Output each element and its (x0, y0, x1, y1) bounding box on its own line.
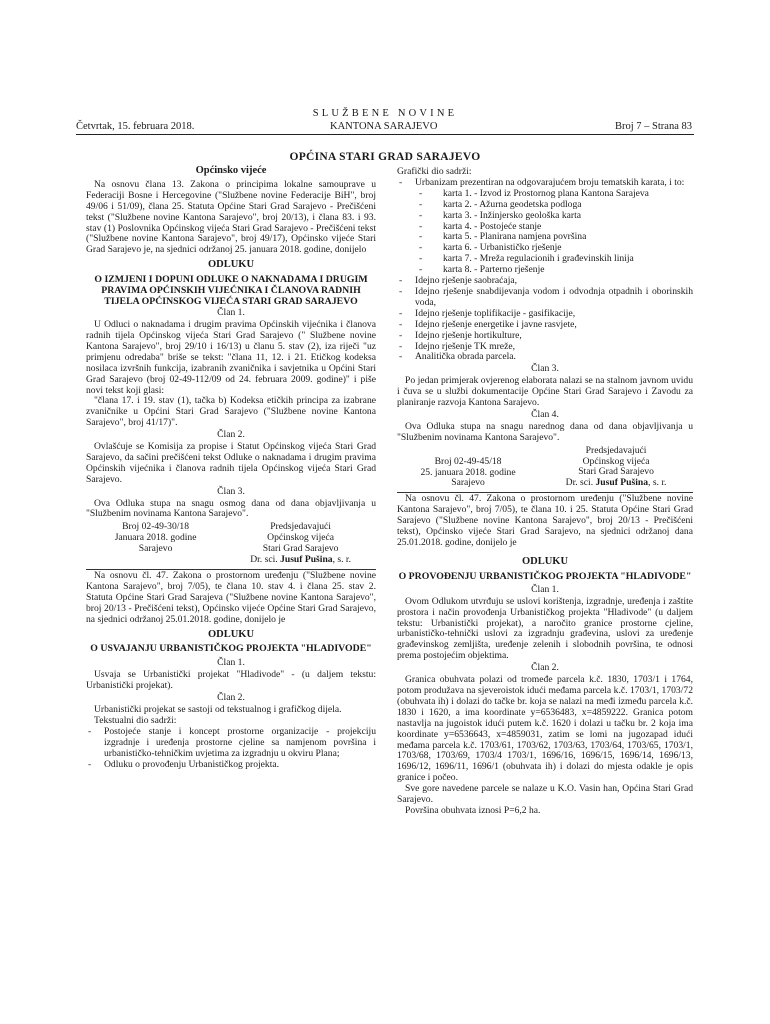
article-text: Ova Odluka stupa na snagu osmog dana od dana objavljivanja u "Službenim novinama Kantona Sarajevo". (86, 497, 376, 520)
header-date: Četvrtak, 15. februara 2018. (76, 121, 195, 132)
text-part-list (86, 727, 376, 771)
decision-title: O USVAJANJU URBANISTIČKOG PROJEKTA "HLADIVODE" (90, 643, 372, 655)
list-item: - Analitička obrada parcela. (397, 352, 693, 363)
article-heading: Član 1. (217, 657, 245, 669)
map-item: - karta 8. - Parterno rješenje (415, 265, 693, 276)
list-item-text: Urbanizam prezentiran na odgovarajućem broju tematskih karata, i to: (415, 176, 685, 188)
signature-reference (86, 522, 225, 566)
list-item: - Odluku o provođenju Urbanističkog projekta. (86, 760, 376, 771)
page-title: OPĆINA STARI GRAD SARAJEVO (289, 151, 481, 163)
article-heading: Član 2. (217, 692, 245, 704)
signatory-title: Dr. sci. (250, 554, 281, 566)
list-item: - Idejno rješenje snabdijevanja vodom i odvodnja otpadnih i oborinskih voda, (397, 287, 693, 309)
signature-signatory (225, 522, 376, 566)
signatory-name: Jusuf Pušina (280, 554, 333, 566)
reference-number: Broj 02-49-45/18 (434, 455, 502, 467)
map-item: - karta 5. - Planirana namjena površina (415, 232, 693, 243)
signatory-body: Općinskog vijeća (267, 532, 335, 544)
list-intro: Grafički dio sadrži: (397, 166, 472, 177)
article-heading: Član 2. (531, 662, 559, 674)
intro-paragraph: Na osnovu čl. 47. Zakona o prostornom uređenju ("Službene novine Kantona Sarajevo", broj 7/05), te člana 10. i 25. Statuta Općine Stari Grad Sarajevo ("Službene novine Kantona Sarajevo", broj 20/13 - Prečišćeni tekst), Općinsko vijeće Stari Grad Sarajevo, na sjednici održanoj dana 25.01.2018. godine, donijelo je (397, 493, 693, 548)
header-canton: KANTONA SARAJEVO (330, 121, 438, 132)
council-heading: Općinsko vijeće (195, 165, 267, 176)
article-quote: "člana 17. i 19. stav (1), tačka b) Kodeksa etičkih principa za izabrane zvaničnike u Općini Stari Grad Sarajevo ("Službene novine Kantona Sarajevo", broj 41/17)". (86, 395, 376, 429)
decision-title: O IZMJENI I DOPUNI ODLUKE O NAKNADAMA I DRUGIM PRAVIMA OPĆINSKIH VIJEĆNIKA I ČLANOVA RADNIH TIJELA OPĆINSKOG VIJEĆA STARI GRAD SARAJEVO (94, 274, 368, 308)
right-column (397, 167, 693, 817)
signatory-line (225, 555, 376, 566)
article-text: Ova Odluka stupa na snagu narednog dana od dana objavljivanja u "Službenim novinama Kantona Sarajevo". (397, 420, 693, 443)
list-item: - Idejno rješenje toplifikacije - gasifikacije, (397, 309, 693, 320)
reference-date: 25. januara 2018. godine (420, 466, 516, 478)
signatory-title: Dr. sci. (565, 477, 596, 489)
intro-paragraph: Na osnovu člana 13. Zakona o principima lokalne samouprave u Federaciji Bosne i Hercegovine ("Službene novine Federacije BiH", broj 49/06 i 51/09), člana 25. Statuta Općine Stari Grad Sarajevo - Prečišćeni tekst ("Službene novine Kantona Sarajevo", broj 20/13), i člana 83. i 93. stav (1) Poslovnika Općinskog vijeća Stari Grad Sarajevo - Prečišćeni tekst ("Službene novine Kantona Sarajevo", broj 49/17), Općinsko vijeće Stari Grad Sarajevo je, na sjednici održanoj 25. januara 2018. godine, donijelo (86, 178, 376, 256)
list-item: - Postojeće stanje i koncept prostorne organizacije - projekciju izgradnje i uređenja prostorne cjeline sa namjenom površina i urbanističko-tehničkim uvjetima za izgradnju u okviru Plana; (86, 727, 376, 760)
map-item: - karta 7. - Mreža regulacionih i građevinskih linija (415, 254, 693, 265)
signatory-name: Jusuf Pušina (595, 477, 649, 489)
intro-paragraph: Na osnovu čl. 47. Zakona o prostornom uređenju ("Službene novine Kantona Sarajevo", broj 7/05), te člana 10. stav 4. i člana 25. stav 2. Statuta Općine Stari Grad Sarajeva ("Službene novine Kantona Sarajevo", broj 20/13 - Prečišćeni tekst), Općinsko vijeće Općine Stari Grad Sarajevo, na sjednici održanoj 25.01.2018. godine, donijelo je (86, 570, 376, 625)
article-text: Granica obuhvata polazi od tromeđe parcela k.č. 1830, 1703/1 i 1764, potom produžava na sjeveroistok idući međama parcela k.č. 1703/1, 1703/72 (obuhvata ih) i dolazi do tačke br. koja se nalazi na međi između parcela k.č. 1830 i 1620, a ima koordinate y=6536483, x=4859222. Granica potom nastavlja na jugoistok idući putem k.č. 1620 i dolazi u tačku br. 2 koja ima koordinate y=6536643, x=4859031, zatim se lomi na jugozapad idući međama parcela k.č. 1703/61, 1703/62, 1703/63, 1703/64, 1703/65, 1703/1, 1703/68, 1703/69, 1703/4 1703/1, 1696/16, 1696/15, 1696/14, 1696/13, 1696/12, 1696/11, 1696/1 (obuhvata ih) i dolazi do mjesta odakle je opis granice i počeo. (397, 674, 693, 784)
reference-number: Broj 02-49-30/18 (122, 521, 190, 533)
article-text: U Odluci o naknadama i drugim pravima Općinskih vijećnika i članova radnih tijela Općinskog vijeća Stari Grad Sarajevo (" Službene novine Kantona Sarajevo", broj 29/10 i 16/13) u članu 5. stav (2), iza riječi "uz primjenu odredaba" briše se tekst: "člana 11, 12. i 21. Etičkog kodeksa nosilaca izvršnih funkcija, izabranih zvaničnika i savjetnika u Općini Stari Grad Sarajevo (broj 02-49-112/09 od 24. februara 2009. godine)" i piše novi tekst koji glasi: (86, 319, 376, 396)
decision-heading: ODLUKU (521, 555, 569, 567)
article-text: Ovlašćuje se Komisija za propise i Statut Općinskog vijeća Stari Grad Sarajevo, da sačini prečišćeni tekst Odluke o naknadama i drugim pravima Općinskih vijećnika i članova radnih tijela Općinskog vijeća Stari Grad Sarajevo. (86, 441, 376, 485)
list-intro: Tekstualni dio sadrži: (94, 714, 177, 726)
map-item: - karta 4. - Postojeće stanje (415, 222, 693, 233)
reference-place: Sarajevo (138, 543, 173, 555)
reference-place: Sarajevo (451, 477, 485, 489)
map-item: - karta 3. - Inžinjersko geološka karta (415, 211, 693, 222)
article-text: Ovom Odlukom utvrđuju se uslovi korištenja, izgradnje, uređenja i zaštite prostora i način provođenja Urbanističkog projekta "Hladivode" (u daljem tekstu: Urbanistički projekat), a naročito granice prostorne cjeline, urbanističko-tehnički uslovi za izgradnju građevina, uslovi za uređenje građevinskog zemljišta, uređenje zelenih i slobodnih površina, te odnosi prema postojećim objektima. (397, 595, 693, 662)
signature-signatory (539, 446, 693, 490)
signatory-municipality: Stari Grad Sarajevo (578, 466, 654, 478)
map-item: - karta 6. - Urbanističko rješenje (415, 243, 693, 254)
map-item: - karta 1. - Izvod iz Prostornog plana Kantona Sarajeva (415, 189, 693, 200)
list-item: - Idejno rješenje energetike i javne rasvjete, (397, 320, 693, 331)
decision-heading: ODLUKU (207, 628, 255, 640)
signatory-role: Predsjedavajući (585, 444, 647, 456)
article-heading: Član 1. (217, 307, 245, 319)
list-item: - Idejno rješenje hortikulture, (397, 331, 693, 342)
header-rule (76, 134, 694, 135)
article-text: Sve gore navedene parcele se nalaze u K.O. Vasin han, Općina Stari Grad Sarajevo. (397, 783, 693, 806)
article-heading: Član 3. (217, 485, 245, 497)
signatory-municipality: Stari Grad Sarajevo (262, 543, 339, 555)
masthead: SLUŽBENE NOVINE (312, 108, 458, 119)
article-text: Po jedan primjerak ovjerenog elaborata nalazi se na stalnom javnom uvidu i čuva se u službi dokumentacije Općine Stari Grad Sarajevo i Zavodu za planiranje razvoja Kantona Sarajevo. (397, 375, 693, 409)
signatory-suffix: , s. r. (648, 477, 667, 489)
article-heading: Član 2. (217, 429, 245, 441)
decision-heading: ODLUKU (207, 259, 255, 271)
signature-block (86, 522, 376, 566)
map-item: - karta 2. - Ažurna geodetska podloga (415, 200, 693, 211)
header-page-number: Broj 7 – Strana 83 (615, 121, 692, 132)
decision-title: O PROVOĐENJU URBANISTIČKOG PROJEKTA "HLADIVODE" (398, 570, 692, 582)
signature-block (397, 446, 693, 490)
article-text: Urbanistički projekat se sastoji od tekstualnog i grafičkog dijela. (94, 704, 342, 716)
reference-date: Januara 2018. godine (114, 532, 197, 544)
article-heading: Član 3. (531, 363, 559, 375)
article-heading: Član 1. (531, 583, 559, 595)
left-column (86, 166, 376, 771)
signatory-body: Općinskog vijeća (582, 455, 650, 467)
list-item: - Idejno rješenje saobraćaja, (397, 276, 693, 287)
list-item: - Idejno rješenje TK mreže, (397, 342, 693, 353)
signatory-role: Predsjedavajući (270, 521, 331, 533)
signatory-line (539, 478, 693, 489)
signatory-suffix: , s. r. (332, 554, 351, 566)
list-item (397, 178, 693, 276)
graphic-part-list (397, 178, 693, 363)
article-text: Površina obuhvata iznosi P=6,2 ha. (405, 804, 541, 816)
signature-reference (397, 446, 539, 490)
article-text: Usvaja se Urbanistički projekat "Hladivode" - (u daljem tekstu: Urbanistički projekat). (86, 669, 376, 692)
map-list (415, 189, 693, 276)
article-heading: Član 4. (531, 408, 559, 420)
